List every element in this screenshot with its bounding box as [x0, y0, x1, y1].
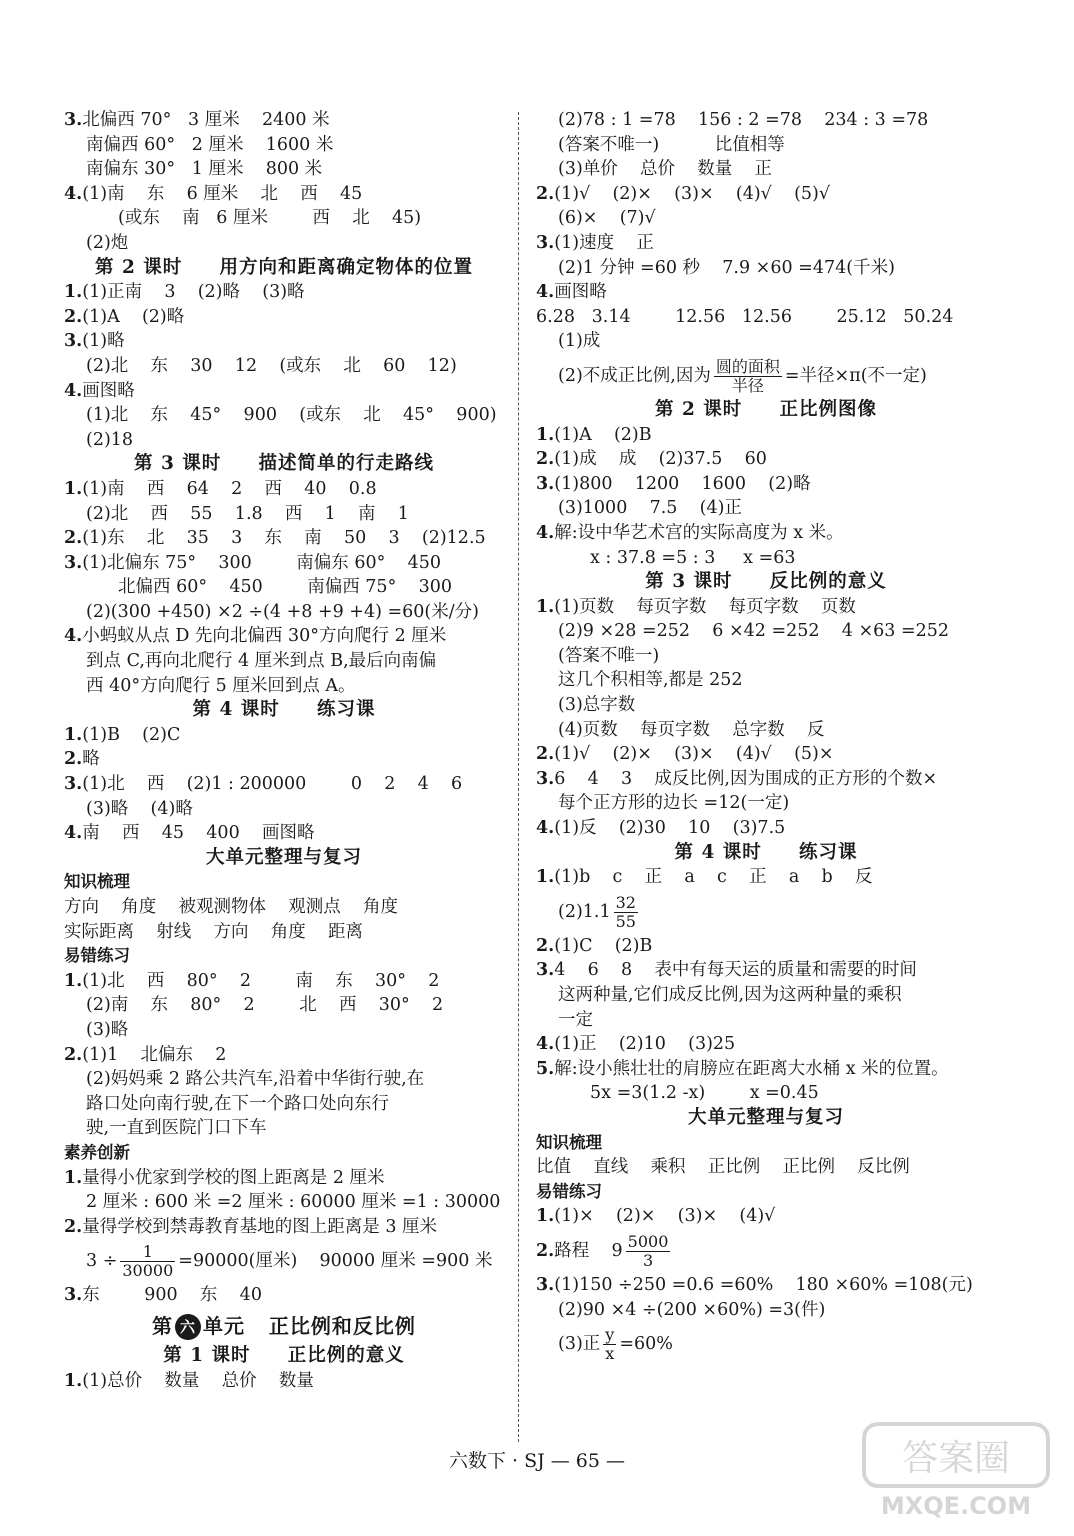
question-number: 2.: [536, 744, 555, 765]
answer-line: (3)单价 总价 数量 正: [558, 159, 773, 180]
answer-text: (1)正 (2)10 (3)25: [554, 1034, 736, 1055]
question-number: 4.: [64, 626, 83, 647]
fraction-numerator: y: [605, 1325, 615, 1345]
answer-text: 量得学校到禁毒教育基地的图上距离是 3 厘米: [82, 1216, 438, 1237]
question-number: 4.: [64, 183, 83, 204]
column-divider: [518, 112, 519, 1442]
answer-line: (2)南 东 80° 2 北 西 30° 2: [86, 995, 444, 1016]
answer-text: (1)成 成 (2)37.5 60: [554, 449, 767, 470]
answer-line: [536, 934, 996, 959]
answer-line: 南偏东 30° 1 厘米 800 米: [86, 159, 323, 180]
answer-text: (1)A (2)B: [554, 424, 652, 445]
answer-line: (4)页数 每页字数 总字数 反: [558, 719, 825, 740]
unit-heading: [64, 1308, 504, 1344]
answer-text: 画图略: [554, 282, 607, 303]
answer-text: =90000(厘米) 90000 厘米 =900 米: [178, 1251, 493, 1272]
answer-line: [64, 477, 504, 502]
fraction-denominator: 半径: [731, 375, 764, 395]
answer-line: (2)北 西 55 1.8 西 1 南 1: [86, 503, 409, 524]
answer-text: (3)正: [558, 1334, 601, 1355]
answer-line: 路口处向南行驶,在下一个路口处向东行: [86, 1093, 390, 1114]
page-footer: 六数下 · SJ — 65 —: [448, 1450, 626, 1472]
answer-line: [64, 108, 504, 133]
answer-line: [64, 747, 504, 772]
question-number: 1.: [64, 1167, 83, 1188]
answer-text: (1)√ (2)× (3)× (4)√ (5)×: [554, 744, 834, 765]
answer-line: [536, 1057, 996, 1082]
answer-line: 南偏西 60° 2 厘米 1600 米: [86, 134, 334, 155]
answer-text: 略: [82, 749, 100, 770]
answer-line: (6)× (7)√: [558, 208, 656, 229]
question-number: 3.: [64, 331, 83, 352]
answer-text: (1)页数 每页字数 每页字数 页数: [554, 596, 856, 617]
answer-line: [536, 472, 996, 497]
answer-line: x : 37.8 =5 : 3 x =63: [590, 547, 796, 568]
answer-line: 一定: [558, 1009, 593, 1030]
answer-line: (2)(300 +450) ×2 ÷(4 +8 +9 +4) =60(米/分): [86, 601, 479, 622]
fraction-line: [536, 1322, 996, 1366]
answer-line: [536, 1032, 996, 1057]
answer-line: 比值 直线 乘积 正比例 正比例 反比例: [536, 1157, 910, 1178]
answer-text: (1)略: [82, 331, 125, 352]
section-title: 第 3 课时 反比例的意义: [645, 571, 887, 593]
question-number: 2.: [64, 749, 83, 770]
answer-line: [536, 447, 996, 472]
answer-text: (1)北偏东 75° 300 南偏东 60° 450: [82, 552, 442, 573]
answer-text: (1)C (2)B: [554, 935, 653, 956]
answer-line: [536, 280, 996, 305]
unit-number-badge: 六: [175, 1314, 201, 1340]
question-number: 3.: [64, 1285, 83, 1306]
fraction-denominator: 55: [615, 911, 636, 931]
answer-text: (1)反 (2)30 10 (3)7.5: [554, 818, 786, 839]
answer-text: (1)B (2)C: [82, 724, 181, 745]
question-number: 4.: [536, 1034, 555, 1055]
fraction-denominator: 30000: [122, 1261, 174, 1281]
question-number: 1.: [536, 1206, 555, 1227]
answer-line: 实际距离 射线 方向 角度 距离: [64, 921, 364, 942]
left-column: [64, 108, 504, 1393]
answer-line: 每个正方形的边长 =12(一定): [558, 793, 790, 814]
unit-heading-prefix: 第: [152, 1313, 174, 1338]
answer-text: (1)北 西 80° 2 南 东 30° 2: [82, 970, 440, 991]
answer-line: [536, 767, 996, 792]
answer-line: [536, 958, 996, 983]
answer-line: [536, 182, 996, 207]
question-number: 2.: [64, 1044, 83, 1065]
answer-line: [536, 595, 996, 620]
section-title: 第 1 课时 正比例的意义: [163, 1344, 405, 1366]
right-column: [536, 108, 996, 1366]
question-number: 4.: [64, 823, 83, 844]
fraction-numerator: 5000: [627, 1231, 669, 1251]
question-number: 4.: [536, 818, 555, 839]
answer-line: [64, 305, 504, 330]
answer-line: (答案不唯一): [558, 645, 660, 666]
answer-text: 解:设中华艺术宫的实际高度为 x 米。: [554, 522, 844, 543]
section-title: 第 3 课时 描述简单的行走路线: [134, 453, 434, 475]
answer-line: (3)略 (4)略: [86, 798, 193, 819]
answer-text: (1)南 西 64 2 西 40 0.8: [82, 478, 377, 499]
answer-text: 北偏西 70° 3 厘米 2400 米: [82, 110, 330, 130]
answer-text: 3 ÷: [86, 1251, 118, 1272]
question-number: 4.: [64, 380, 83, 401]
fraction: [603, 1326, 616, 1363]
answer-line: [536, 742, 996, 767]
question-number: 1.: [536, 596, 555, 617]
question-number: 3.: [64, 110, 83, 130]
watermark-text-url: MXQE.COM: [880, 1492, 1032, 1520]
answer-line: [64, 772, 504, 797]
answer-text: (1)北 西 (2)1 : 200000 0 2 4 6: [82, 774, 463, 795]
answer-line: [64, 1283, 504, 1308]
answer-text: (1)东 北 35 3 东 南 50 3 (2)12.5: [82, 528, 486, 549]
answer-text: (1)正南 3 (2)略 (3)略: [82, 282, 305, 303]
answer-line: [64, 1166, 504, 1191]
answer-line: (2)妈妈乘 2 路公共汽车,沿着中华街行驶,在: [86, 1069, 425, 1090]
question-number: 1.: [64, 478, 83, 499]
fraction: [626, 1233, 671, 1270]
answer-text: (1)× (2)× (3)× (4)√: [554, 1206, 776, 1227]
answer-text: (1)南 东 6 厘米 北 西 45: [82, 183, 363, 204]
question-number: 1.: [64, 1370, 83, 1391]
fraction-numerator: 圆的面积: [715, 356, 780, 376]
answer-text: 东 900 东 40: [82, 1285, 262, 1306]
answer-line: [64, 329, 504, 354]
answer-line: (2)炮: [86, 232, 129, 253]
subsection-label: 素养创新: [64, 1142, 130, 1162]
answer-line: (或东 南 6 厘米 西 北 45): [118, 208, 422, 229]
fraction-line: [536, 1229, 996, 1273]
section-title: 大单元整理与复习: [205, 846, 362, 868]
answer-line: 北偏西 60° 450 南偏西 75° 300: [118, 577, 452, 598]
answer-text: (2)1.1: [558, 901, 611, 922]
fraction: [120, 1243, 175, 1280]
answer-line: [64, 1215, 504, 1240]
answer-line: [64, 526, 504, 551]
answer-line: (2)北 东 30 12 (或东 北 60 12): [86, 355, 457, 376]
answer-line: [536, 865, 996, 890]
question-number: 3.: [536, 1274, 555, 1295]
question-number: 1.: [64, 282, 83, 303]
answer-line: [64, 1369, 504, 1394]
answer-text: 6 4 3 成反比例,因为围成的正方形的个数×: [554, 768, 938, 789]
answer-line: 5x =3(1.2 -x) x =0.45: [590, 1083, 819, 1104]
answer-text: 解:设小熊壮壮的肩膀应在距离大水桶 x 米的位置。: [554, 1058, 949, 1079]
section-title: 第 2 课时 正比例图像: [655, 398, 877, 420]
answer-line: [536, 816, 996, 841]
watermark-logo: [856, 1416, 1056, 1526]
answer-line: (1)成: [558, 331, 601, 352]
answer-line: 驶,一直到医院门口下车: [86, 1118, 267, 1139]
question-number: 1.: [64, 724, 83, 745]
answer-line: [536, 231, 996, 256]
answer-line: (3)略: [86, 1019, 129, 1040]
section-title: 大单元整理与复习: [687, 1106, 844, 1128]
answer-line: [64, 379, 504, 404]
fraction-denominator: 3: [642, 1250, 654, 1270]
answer-line: 西 40°方向爬行 5 厘米回到点 A。: [86, 675, 356, 696]
question-number: 3.: [536, 768, 555, 789]
answer-line: [64, 821, 504, 846]
subsection-label: 知识梳理: [64, 872, 130, 892]
subsection-label: 易错练习: [536, 1181, 602, 1201]
question-number: 2.: [64, 528, 83, 549]
answer-text: 画图略: [82, 380, 135, 401]
question-number: 5.: [536, 1058, 555, 1079]
answer-line: (3)总字数: [558, 695, 636, 716]
section-title: 第 4 课时 练习课: [674, 841, 858, 863]
answer-line: [64, 723, 504, 748]
answer-line: (1)北 东 45° 900 (或东 北 45° 900): [86, 405, 497, 426]
answer-text: (1)150 ÷250 =0.6 =60% 180 ×60% =108(元): [554, 1274, 973, 1295]
question-number: 2.: [536, 449, 555, 470]
subsection-label: 易错练习: [64, 946, 130, 966]
answer-text: (1)b c 正 a c 正 a b 反: [554, 867, 873, 888]
question-number: 1.: [64, 970, 83, 991]
answer-line: (2)90 ×4 ÷(200 ×60%) =3(件): [558, 1299, 826, 1320]
answer-text: (1)800 1200 1600 (2)略: [554, 473, 811, 494]
answer-text: (1)总价 数量 总价 数量: [82, 1370, 314, 1391]
question-number: 4.: [536, 522, 555, 543]
fraction-numerator: 32: [615, 892, 636, 912]
question-number: 3.: [536, 232, 555, 253]
answer-text: (1)√ (2)× (3)× (4)√ (5)√: [554, 183, 831, 204]
answer-line: (2)9 ×28 =252 6 ×42 =252 4 ×63 =252: [558, 621, 950, 642]
answer-line: [64, 182, 504, 207]
answer-line: [64, 1043, 504, 1068]
answer-line: [536, 1204, 996, 1229]
answer-line: [64, 280, 504, 305]
answer-line: [536, 1273, 996, 1298]
question-number: 1.: [536, 867, 555, 888]
fraction-line: [536, 354, 996, 398]
unit-heading-title: 单元 正比例和反比例: [203, 1313, 416, 1338]
question-number: 3.: [64, 552, 83, 573]
answer-line: [536, 521, 996, 546]
fraction-line: [536, 890, 996, 934]
question-number: 2.: [536, 935, 555, 956]
question-number: 3.: [64, 774, 83, 795]
answer-line: 这几个积相等,都是 252: [558, 670, 743, 691]
answer-text: (2)不成正比例,因为: [558, 365, 711, 386]
section-title: 第 2 课时 用方向和距离确定物体的位置: [95, 256, 473, 278]
answer-line: (2)1 分钟 =60 秒 7.9 ×60 =474(千米): [558, 257, 895, 278]
answer-text: 南 西 45 400 画图略: [82, 823, 315, 844]
answer-text: 4 6 8 表中有每天运的质量和需要的时间: [554, 960, 917, 981]
answer-line: (3)1000 7.5 (4)正: [558, 498, 742, 519]
answer-line: 2 厘米 : 600 米 =2 厘米 : 60000 厘米 =1 : 30000: [86, 1192, 501, 1213]
answer-text: =60%: [619, 1334, 673, 1355]
answer-text: 量得小优家到学校的图上距离是 2 厘米: [82, 1167, 385, 1188]
answer-line: [64, 969, 504, 994]
fraction: [614, 894, 638, 931]
answer-line: 这两种量,它们成反比例,因为这两种量的乘积: [558, 985, 902, 1005]
question-number: 2.: [64, 306, 83, 327]
fraction-denominator: x: [605, 1344, 615, 1364]
answer-line: (2)18: [86, 429, 134, 450]
answer-text: (1)速度 正: [554, 232, 654, 253]
section-title: 第 4 课时 练习课: [192, 699, 376, 721]
question-number: 2.: [536, 1240, 555, 1261]
fraction: [714, 358, 782, 395]
answer-line: (2)78 : 1 =78 156 : 2 =78 234 : 3 =78: [558, 110, 929, 130]
answer-line: (答案不唯一) 比值相等: [558, 134, 785, 155]
answer-text: =半径×π(不一定): [784, 365, 927, 386]
subsection-label: 知识梳理: [536, 1132, 602, 1152]
answer-line: 到点 C,再向北爬行 4 厘米到点 B,最后向南偏: [86, 651, 437, 672]
fraction-numerator: 1: [120, 1243, 175, 1262]
answer-text: 小蚂蚁从点 D 先向北偏西 30°方向爬行 2 厘米: [82, 626, 447, 647]
question-number: 1.: [536, 424, 555, 445]
answer-line: 6.28 3.14 12.56 12.56 25.12 50.24: [536, 306, 954, 327]
answer-text: (1)1 北偏东 2: [82, 1044, 227, 1065]
answer-line: 方向 角度 被观测物体 观测点 角度: [64, 897, 399, 917]
answer-line: [64, 624, 504, 649]
question-number: 4.: [536, 282, 555, 303]
question-number: 2.: [536, 183, 555, 204]
answer-line: [64, 551, 504, 576]
watermark-text-main: 答案圈: [901, 1438, 1011, 1479]
answer-text: (1)A (2)略: [82, 306, 185, 327]
fraction-line: [64, 1239, 504, 1283]
answer-text: 路程 9: [554, 1240, 623, 1261]
question-number: 3.: [536, 473, 555, 494]
answer-line: [536, 423, 996, 448]
question-number: 2.: [64, 1216, 83, 1237]
question-number: 3.: [536, 960, 555, 981]
